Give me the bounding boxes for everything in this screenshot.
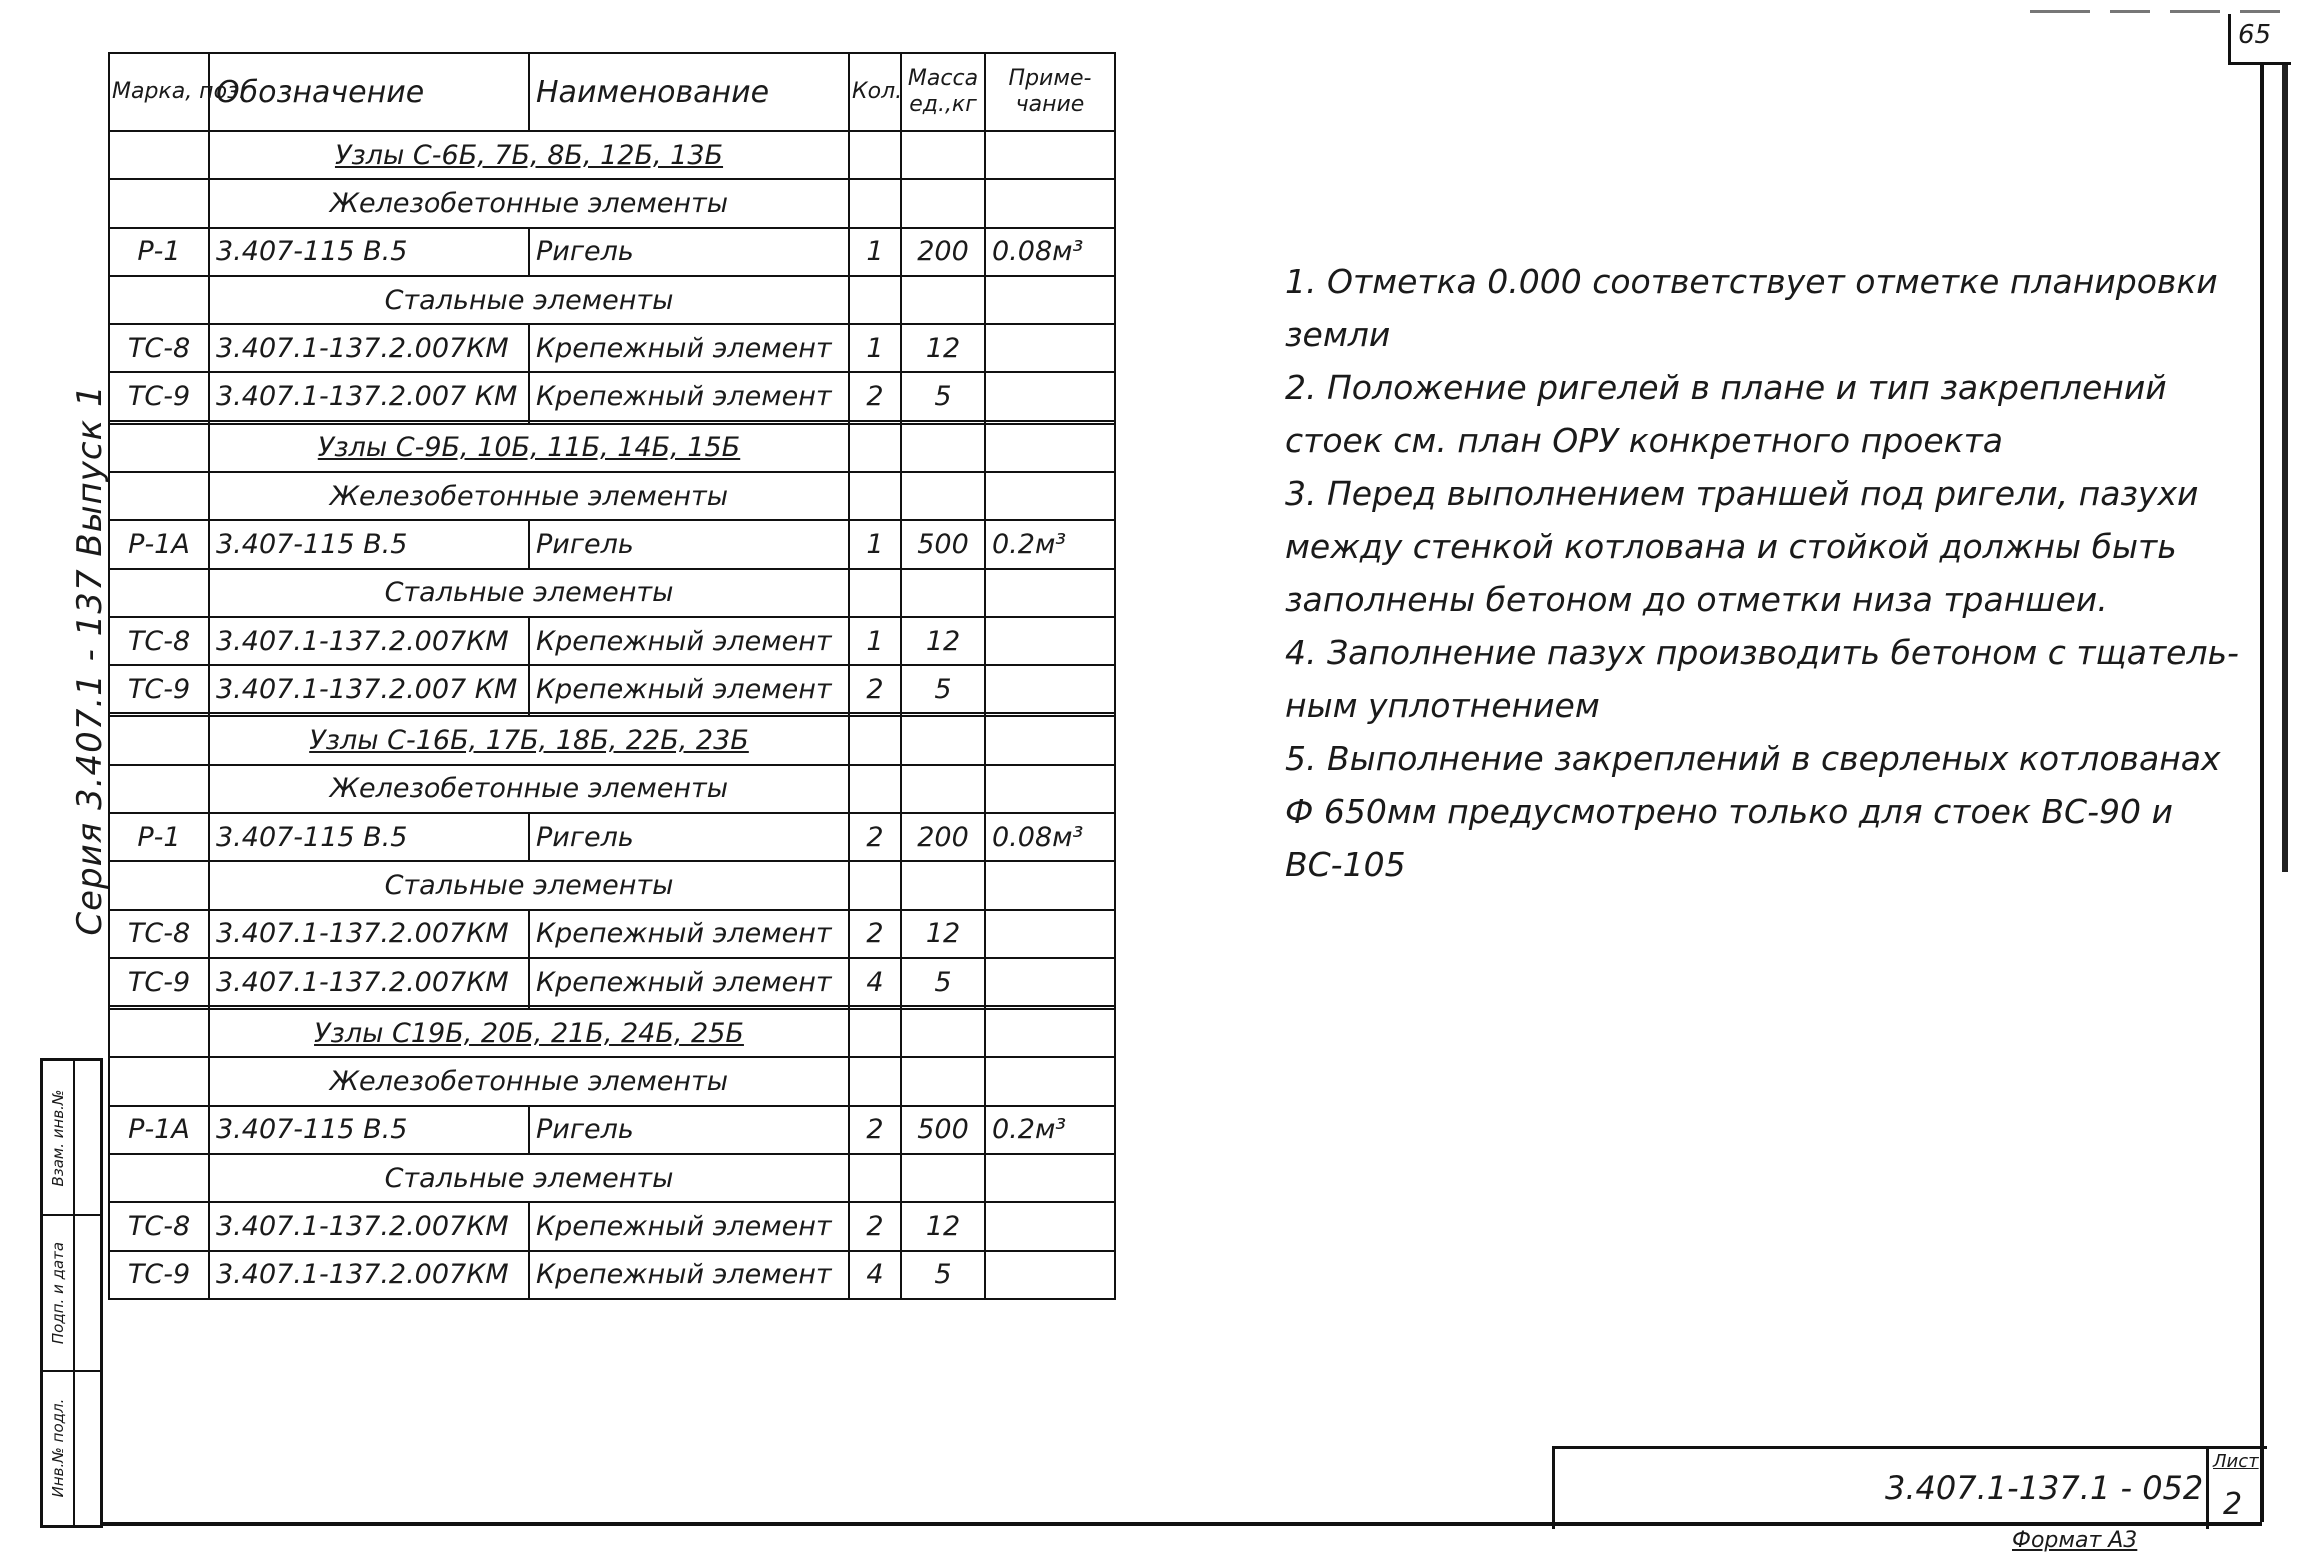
side-row [43, 1216, 103, 1371]
cell-note: 0.08м³ [985, 813, 1115, 861]
cell-qty: 2 [849, 665, 901, 713]
group-row [109, 472, 1115, 520]
section-title: Узлы С-9Б, 10Б, 11Б, 14Б, 15Б [209, 424, 849, 472]
cell-name: Крепежный элемент [529, 324, 849, 372]
cell-designation: 3.407.1-137.2.007КМ [209, 1202, 529, 1250]
cell-designation: 3.407.1-137.2.007КМ [209, 958, 529, 1006]
group-title: Железобетонные элементы [209, 1057, 849, 1105]
frame-dash [2240, 10, 2280, 13]
cell-empty [985, 424, 1115, 472]
cell-name: Ригель [529, 520, 849, 568]
section-row [109, 131, 1115, 179]
cell-empty [985, 131, 1115, 179]
cell-note [985, 665, 1115, 713]
cell-empty [849, 131, 901, 179]
cell-empty [849, 1009, 901, 1057]
cell-empty [109, 765, 209, 813]
cell-mark: ТС-8 [109, 324, 209, 372]
table-row [109, 520, 1115, 568]
group-title: Железобетонные элементы [209, 765, 849, 813]
cell-designation: 3.407.1-137.2.007 КМ [209, 372, 529, 420]
col-designation: Обозначение [209, 53, 529, 131]
table-row [109, 1106, 1115, 1154]
cell-designation: 3.407-115 В.5 [209, 520, 529, 568]
cell-mark: Р-1А [109, 520, 209, 568]
group-row [109, 569, 1115, 617]
table-row [109, 617, 1115, 665]
cell-name: Крепежный элемент [529, 1202, 849, 1250]
cell-mass: 500 [901, 520, 985, 568]
cell-mass: 12 [901, 324, 985, 372]
cell-name: Крепежный элемент [529, 958, 849, 1006]
cell-empty [849, 569, 901, 617]
group-title: Стальные элементы [209, 276, 849, 324]
series-label: Серия 3.407.1 - 137 Выпуск 1 [70, 384, 110, 936]
cell-empty [109, 861, 209, 909]
cell-mark: ТС-9 [109, 665, 209, 713]
cell-mark: Р-1 [109, 228, 209, 276]
document-code: 3.407.1-137.1 - 052 [1885, 1469, 2204, 1507]
cell-qty: 4 [849, 958, 901, 1006]
cell-empty [901, 179, 985, 227]
cell-empty [901, 472, 985, 520]
cell-empty [901, 1154, 985, 1202]
note-item: 2. Положение ригелей в плане и тип закреплений стоек см. план ОРУ конкретного проекта [1285, 368, 2167, 460]
cell-name: Ригель [529, 813, 849, 861]
cell-qty: 1 [849, 520, 901, 568]
cell-empty [109, 1057, 209, 1105]
cell-name: Ригель [529, 1106, 849, 1154]
cell-mass: 5 [901, 372, 985, 420]
group-row [109, 276, 1115, 324]
cell-empty [109, 569, 209, 617]
cell-empty [849, 861, 901, 909]
cell-empty [901, 131, 985, 179]
side-row [43, 1372, 103, 1525]
group-row [109, 765, 1115, 813]
group-title: Железобетонные элементы [209, 472, 849, 520]
cell-empty [849, 765, 901, 813]
col-marka: Марка, поз. [109, 53, 209, 131]
cell-designation: 3.407.1-137.2.007КМ [209, 1251, 529, 1299]
group-title: Стальные элементы [209, 861, 849, 909]
notes-block [1285, 255, 2275, 891]
group-row [109, 1057, 1115, 1105]
cell-name: Крепежный элемент [529, 1251, 849, 1299]
cell-designation: 3.407-115 В.5 [209, 228, 529, 276]
cell-empty [849, 424, 901, 472]
cell-mark: ТС-9 [109, 1251, 209, 1299]
cell-empty [985, 276, 1115, 324]
cell-empty [901, 765, 985, 813]
table-header-row [109, 53, 1115, 131]
cell-empty [849, 472, 901, 520]
cell-mass: 5 [901, 665, 985, 713]
cell-qty: 4 [849, 1251, 901, 1299]
table-row [109, 372, 1115, 420]
specification-table [108, 52, 1116, 1300]
cell-name: Крепежный элемент [529, 910, 849, 958]
cell-empty [849, 179, 901, 227]
cell-qty: 1 [849, 617, 901, 665]
cell-mass: 200 [901, 813, 985, 861]
note-item: 1. Отметка 0.000 соответствует отметке планировки земли [1285, 262, 2218, 354]
cell-empty [109, 276, 209, 324]
cell-empty [109, 131, 209, 179]
cell-qty: 2 [849, 1202, 901, 1250]
cell-name: Ригель [529, 228, 849, 276]
group-title: Стальные элементы [209, 1154, 849, 1202]
cell-note: 0.08м³ [985, 228, 1115, 276]
table-row [109, 958, 1115, 1006]
cell-mark: ТС-8 [109, 1202, 209, 1250]
cell-mark: ТС-8 [109, 910, 209, 958]
cell-empty [849, 716, 901, 764]
cell-empty [985, 179, 1115, 227]
cell-empty [985, 716, 1115, 764]
cell-designation: 3.407-115 В.5 [209, 813, 529, 861]
sheet-value: 2 [2223, 1487, 2243, 1522]
cell-designation: 3.407.1-137.2.007 КМ [209, 665, 529, 713]
cell-qty: 2 [849, 813, 901, 861]
cell-qty: 2 [849, 372, 901, 420]
section-row [109, 424, 1115, 472]
cell-note: 0.2м³ [985, 520, 1115, 568]
sheet-label: Лист [2213, 1451, 2259, 1472]
table-row [109, 1251, 1115, 1299]
cell-empty [109, 179, 209, 227]
table-row [109, 228, 1115, 276]
cell-note [985, 910, 1115, 958]
cell-mass: 200 [901, 228, 985, 276]
cell-note [985, 372, 1115, 420]
group-row [109, 1154, 1115, 1202]
cell-empty [849, 1154, 901, 1202]
frame-dash [2110, 10, 2150, 13]
cell-name: Крепежный элемент [529, 617, 849, 665]
title-stamp [1552, 1446, 2267, 1529]
cell-mass: 5 [901, 1251, 985, 1299]
cell-empty [985, 569, 1115, 617]
cell-empty [849, 1057, 901, 1105]
frame-dash [2030, 10, 2090, 13]
section-title: Узлы С19Б, 20Б, 21Б, 24Б, 25Б [209, 1009, 849, 1057]
cell-mark: Р-1 [109, 813, 209, 861]
side-label: Подп. и дата [49, 1241, 67, 1345]
col-note: Приме- чание [985, 53, 1115, 131]
cell-note [985, 324, 1115, 372]
cell-mark: ТС-8 [109, 617, 209, 665]
cell-empty [849, 276, 901, 324]
cell-empty [985, 861, 1115, 909]
cell-note [985, 617, 1115, 665]
sheet-number: 65 [2238, 20, 2272, 50]
cell-empty [901, 1057, 985, 1105]
cell-designation: 3.407-115 В.5 [209, 1106, 529, 1154]
cell-empty [109, 472, 209, 520]
cell-empty [109, 716, 209, 764]
cell-empty [901, 861, 985, 909]
cell-mark: ТС-9 [109, 372, 209, 420]
cell-qty: 2 [849, 910, 901, 958]
col-name: Наименование [529, 53, 849, 131]
section-row [109, 1009, 1115, 1057]
section-row [109, 716, 1115, 764]
section-title: Узлы С-16Б, 17Б, 18Б, 22Б, 23Б [209, 716, 849, 764]
cell-empty [985, 1154, 1115, 1202]
frame-dash [2170, 10, 2220, 13]
cell-mass: 500 [901, 1106, 985, 1154]
cell-empty [901, 569, 985, 617]
cell-empty [109, 424, 209, 472]
cell-designation: 3.407.1-137.2.007КМ [209, 617, 529, 665]
group-title: Железобетонные элементы [209, 179, 849, 227]
cell-empty [109, 1154, 209, 1202]
cell-mass: 5 [901, 958, 985, 1006]
table-row [109, 813, 1115, 861]
cell-mass: 12 [901, 617, 985, 665]
section-title: Узлы С-6Б, 7Б, 8Б, 12Б, 13Б [209, 131, 849, 179]
cell-note [985, 1202, 1115, 1250]
cell-empty [985, 765, 1115, 813]
cell-qty: 2 [849, 1106, 901, 1154]
cell-qty: 1 [849, 228, 901, 276]
group-title: Стальные элементы [209, 569, 849, 617]
note-item: 5. Выполнение закреплений в сверленых котлованах Ф 650мм предусмотрено только для стоек ВС-90 и ВС-105 [1285, 739, 2221, 884]
cell-note [985, 958, 1115, 1006]
cell-empty [901, 716, 985, 764]
cell-empty [985, 1057, 1115, 1105]
cell-designation: 3.407.1-137.2.007КМ [209, 910, 529, 958]
cell-note [985, 1251, 1115, 1299]
cell-note: 0.2м³ [985, 1106, 1115, 1154]
approval-side-table [40, 1058, 103, 1528]
cell-mark: Р-1А [109, 1106, 209, 1154]
cell-empty [901, 424, 985, 472]
cell-empty [985, 472, 1115, 520]
cell-empty [109, 1009, 209, 1057]
cell-mass: 12 [901, 910, 985, 958]
note-item: 3. Перед выполнением траншей под ригели, пазухи между стенкой котлована и стойкой должны быть заполнены бетоном до отметки низа траншеи. [1285, 474, 2199, 619]
col-mass: Масса ед.,кг [901, 53, 985, 131]
cell-empty [901, 276, 985, 324]
cell-qty: 1 [849, 324, 901, 372]
table-row [109, 665, 1115, 713]
side-label: Инв.№ подл. [49, 1398, 67, 1498]
cell-name: Крепежный элемент [529, 372, 849, 420]
note-item: 4. Заполнение пазух производить бетоном с тщатель- ным уплотнением [1285, 633, 2239, 725]
binding-bar [2282, 62, 2288, 872]
cell-name: Крепежный элемент [529, 665, 849, 713]
group-row [109, 861, 1115, 909]
side-row [43, 1061, 103, 1216]
format-label: Формат А3 [2012, 1528, 2138, 1553]
cell-designation: 3.407.1-137.2.007КМ [209, 324, 529, 372]
cell-mass: 12 [901, 1202, 985, 1250]
col-qty: Кол. [849, 53, 901, 131]
table-row [109, 324, 1115, 372]
cell-mark: ТС-9 [109, 958, 209, 1006]
side-label: Взам. инв.№ [49, 1089, 67, 1187]
sheet-cell [2206, 1449, 2263, 1529]
cell-empty [985, 1009, 1115, 1057]
table-row [109, 1202, 1115, 1250]
table-row [109, 910, 1115, 958]
cell-empty [901, 1009, 985, 1057]
group-row [109, 179, 1115, 227]
